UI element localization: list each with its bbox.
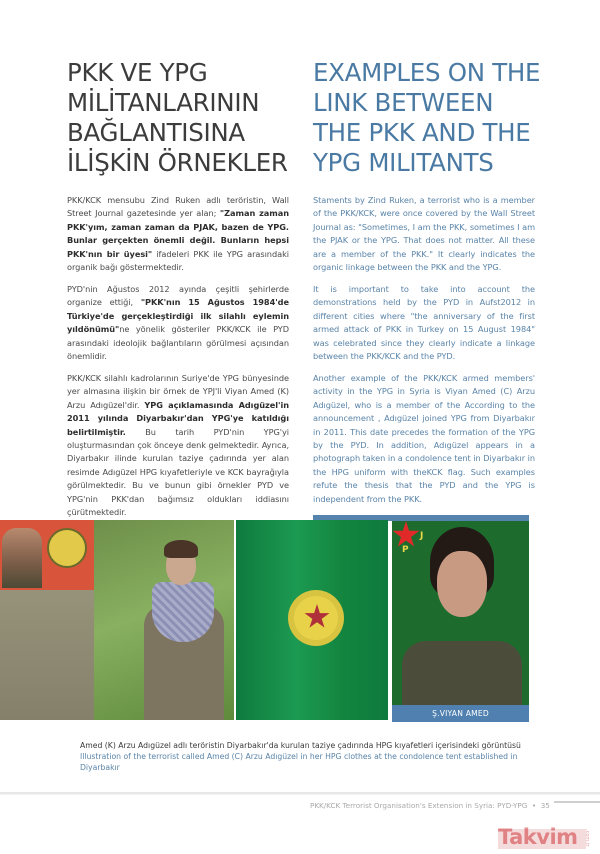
- running-title: PKK/KCK Terrorist Organisation's Extension in Syria: PYD-YPG: [310, 801, 528, 810]
- flag-letter: J: [420, 531, 424, 541]
- text-run: PKK/KCK mensubu Zind Ruken adlı teröristin, Wall Street Journal gazetesinde yer alan;: [67, 195, 289, 219]
- title-line: LINK BETWEEN: [313, 88, 494, 117]
- turkish-paragraph-2: [67, 283, 289, 363]
- leader-portrait: [2, 528, 42, 588]
- uniform: [402, 641, 522, 705]
- title-line: PKK VE YPG: [67, 58, 208, 87]
- text-run: PKK/KCK silahlı kadrolarının Suriye'de YPG bünyesinde yer almasına ilişkin bir örnek de YPJ'li Viyan Amed (K) Arzu Adıgüzel'dir.: [67, 372, 289, 410]
- text-run: PYD'nin Ağustos 2012 ayında çeşitli şehirlerde organize ettiği,: [67, 283, 289, 308]
- portrait-name-label: Ş.VIYAN AMED: [392, 705, 529, 722]
- star-emblem: [47, 528, 87, 568]
- militant-hair: [164, 540, 198, 558]
- title-line: MİLİTANLARININ: [67, 88, 260, 117]
- portrait-face: [437, 551, 487, 617]
- watermark-brand: Takvim: [498, 825, 578, 849]
- title-line: THE PKK AND THE: [313, 118, 531, 147]
- fabric-backdrop: [0, 590, 94, 720]
- caption-turkish: Amed (K) Arzu Adıgüzel adlı teröristin Diyarbakır'da kurulan taziye çadırında HPG kıyafetleri içerisindeki görüntüsü: [80, 741, 521, 750]
- english-paragraph-1: Staments by Zind Ruken, a terrorist who is a member of the PKK/KCK, were once covered by the Wall Street Journal as: "Sometimes, I am the PKK, sometimes I am the PJAK or the YPG. That does not matter. All these are a member of the PKK." It clearly indicates the organic linkage between the PKK and the YPG.: [313, 195, 535, 273]
- english-paragraph-2: It is important to take into account the demonstrations held by the PYD in Aufst2012 in different cities where "the anniversary of the first armed attack of PKK in Turkey on 15 August 1984" was celebrated since they clearly indicate a linkage between the PKK/KCK and the PYD.: [313, 283, 535, 361]
- english-paragraph-3: Another example of the PKK/KCK armed members' activity in the YPG in Syria is Viyan Amed (C) Arzu Adıgüzel, who is a member of the According to the announcement , Adıgüzel joined YPG from Diyarbakır in 2011. This date precedes the formation of the YPG by the PYD. In addition, Adıgüzel appears in a photograph taken in a condolence tent in Diyarbakır in the HPG uniform with theKCK flag. Such examples refute the thesis that the PYD and the YPG is independent from the PKK.: [313, 372, 536, 504]
- title-line: EXAMPLES ON THE: [313, 58, 541, 87]
- turkish-title: [67, 58, 289, 176]
- bold-quote: "Zaman zaman PKK'yım, zaman zaman da PJAK, bazen de YPG. Bunlar gerçekten önemli değil. Bunların hepsi PKK'nın bir üyesi": [67, 208, 289, 259]
- scarf: [152, 582, 214, 642]
- footer-divider-accent: [554, 801, 600, 803]
- militant-photo: [94, 520, 234, 720]
- photo-caption: [80, 740, 530, 773]
- green-flag-photo: [236, 520, 388, 720]
- text-run: ifadeleri PKK ile YPG arasındaki organik bağı göstermektedir.: [67, 248, 289, 273]
- turkish-paragraph-3: [67, 372, 289, 519]
- english-column: [313, 58, 541, 514]
- title-line: YPG MILITANTS: [313, 148, 494, 177]
- title-line: İLİŞKİN ÖRNEKLER: [67, 148, 288, 177]
- text-run: ne yönelik gösteriler PKK/KCK ile PYD arasındaki ideolojik bağlantıların görülmesi açısından önemlidir.: [67, 324, 289, 361]
- poster-photo: [0, 520, 94, 720]
- english-title: [313, 58, 541, 177]
- text-run: Bu tarih PYD'nin YPG'yi oluşturmasından çok önceye denk gelmektedir. Ayrıca, Diyarbakır ilinde kurulan taziye çadırında yer alan resimde Adıgüzel HPG kıyafetleriyle ve KCK bayrağıyla görülmektedir. Bu ve bunun gibi örnekler PYD ve YPG'nin PKK'dan bağımsız oldukları iddiasını çürütmektedir.: [67, 426, 289, 517]
- bullet-separator: •: [531, 801, 537, 810]
- portrait-photo: [392, 521, 529, 705]
- bold-statement: YPG açıklamasında Adıgüzel'in 2011 yılında Diyarbakır'dan YPG'ye katıldığı belirtilmiştir.: [67, 399, 289, 437]
- watermark-logo: [492, 825, 592, 851]
- running-footer: [310, 801, 550, 810]
- title-line: BAĞLANTISINA: [67, 118, 245, 147]
- page-number: 35: [540, 801, 550, 810]
- turkish-column: [67, 58, 289, 528]
- bold-quote: "PKK'nın 15 Ağustos 1984'de Türkiye'de gerçekleştirdiği ilk silahlı eylemin yıldönümü": [67, 297, 289, 335]
- watermark-tld: .com.tr: [584, 829, 590, 847]
- caption-english: Illustration of the terrorist called Amed (C) Arzu Adıgüzel in her HPG clothes at the condolence tent established in Diyarbakır: [80, 752, 518, 772]
- turkish-paragraph-1: [67, 194, 289, 274]
- flag-letter: P: [402, 545, 409, 555]
- footer-divider: [0, 792, 600, 795]
